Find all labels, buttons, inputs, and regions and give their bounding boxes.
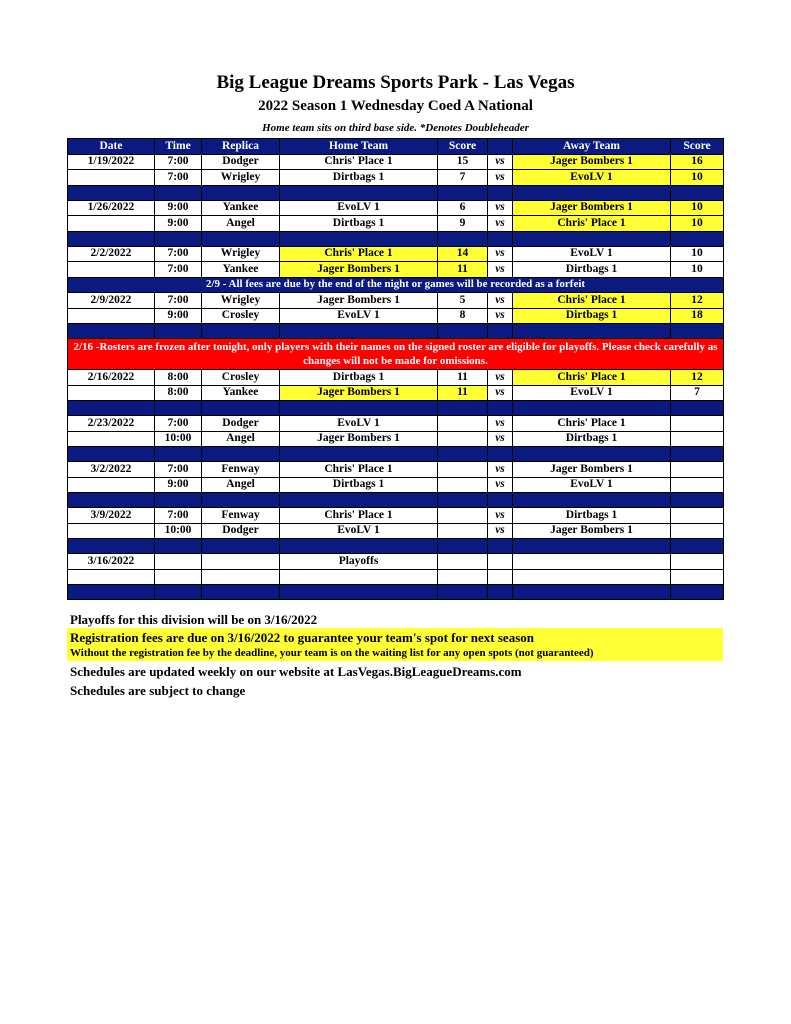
separator-row xyxy=(68,539,724,554)
separator-cell xyxy=(671,493,724,508)
away-team-cell: EvoLV 1 xyxy=(513,477,671,493)
home-score-cell: 7 xyxy=(438,170,488,186)
away-team-cell: Jager Bombers 1 xyxy=(513,462,671,478)
home-score-cell: 8 xyxy=(438,308,488,324)
separator-cell xyxy=(488,585,513,600)
date-cell xyxy=(68,523,155,539)
vs-cell: vs xyxy=(488,200,513,216)
separator-cell xyxy=(155,324,202,339)
replica-cell: Wrigley xyxy=(202,170,280,186)
game-row xyxy=(68,200,724,216)
separator-cell xyxy=(202,493,280,508)
time-cell: 8:00 xyxy=(155,385,202,401)
separator-row xyxy=(68,401,724,416)
game-row xyxy=(68,462,724,478)
date-cell xyxy=(68,431,155,447)
vs-cell: vs xyxy=(488,308,513,324)
vs-cell: vs xyxy=(488,385,513,401)
separator-cell xyxy=(488,539,513,554)
col-home-score-header: Score xyxy=(438,139,488,155)
col-away-score-header: Score xyxy=(671,139,724,155)
separator-cell xyxy=(488,185,513,200)
playoffs-date-text: Playoffs for this division will be on 3/16/2022 xyxy=(70,612,318,627)
fees-notice-row xyxy=(68,277,724,293)
table-header-row xyxy=(68,139,724,155)
separator-cell xyxy=(155,447,202,462)
vs-cell xyxy=(488,569,513,585)
home-score-cell: 15 xyxy=(438,154,488,170)
vs-cell: vs xyxy=(488,246,513,262)
away-score-cell xyxy=(671,431,724,447)
separator-cell xyxy=(155,493,202,508)
time-cell: 10:00 xyxy=(155,431,202,447)
away-score-cell: 10 xyxy=(671,216,724,232)
time-cell: 7:00 xyxy=(155,154,202,170)
separator-cell xyxy=(68,539,155,554)
replica-cell: Fenway xyxy=(202,508,280,524)
separator-row xyxy=(68,447,724,462)
col-replica-header: Replica xyxy=(202,139,280,155)
home-team-cell: Jager Bombers 1 xyxy=(280,385,438,401)
separator-cell xyxy=(513,231,671,246)
separator-cell xyxy=(438,185,488,200)
separator-cell xyxy=(438,585,488,600)
time-cell: 7:00 xyxy=(155,462,202,478)
separator-cell xyxy=(280,493,438,508)
separator-cell xyxy=(280,585,438,600)
away-team-cell: Jager Bombers 1 xyxy=(513,200,671,216)
waiting-list-text: Without the registration fee by the deadline, your team is on the waiting list for any open spots (not guaranteed) xyxy=(70,647,594,659)
separator-cell xyxy=(438,447,488,462)
separator-cell xyxy=(155,185,202,200)
separator-cell xyxy=(280,185,438,200)
time-cell: 8:00 xyxy=(155,370,202,386)
separator-row xyxy=(68,585,724,600)
home-score-cell xyxy=(438,554,488,570)
home-score-cell: 11 xyxy=(438,370,488,386)
separator-cell xyxy=(671,401,724,416)
away-team-cell: EvoLV 1 xyxy=(513,170,671,186)
date-cell: 3/9/2022 xyxy=(68,508,155,524)
home-score-cell xyxy=(438,462,488,478)
vs-cell: vs xyxy=(488,462,513,478)
separator-cell xyxy=(513,324,671,339)
away-score-cell xyxy=(671,523,724,539)
separator-cell xyxy=(513,539,671,554)
roster-alert-row xyxy=(68,339,724,370)
col-vs-header xyxy=(488,139,513,155)
separator-cell xyxy=(202,585,280,600)
game-row xyxy=(68,554,724,570)
page-subtitle: 2022 Season 1 Wednesday Coed A National xyxy=(258,98,533,114)
replica-cell: Fenway xyxy=(202,462,280,478)
game-row xyxy=(68,416,724,432)
away-score-cell: 10 xyxy=(671,170,724,186)
vs-cell: vs xyxy=(488,508,513,524)
date-cell xyxy=(68,262,155,278)
schedule-table xyxy=(67,138,724,600)
separator-cell xyxy=(671,185,724,200)
replica-cell: Wrigley xyxy=(202,293,280,309)
vs-cell: vs xyxy=(488,170,513,186)
home-score-cell xyxy=(438,416,488,432)
game-row xyxy=(68,262,724,278)
home-team-cell: Playoffs xyxy=(280,554,438,570)
col-away-team-header: Away Team xyxy=(513,139,671,155)
away-team-cell xyxy=(513,569,671,585)
away-score-cell xyxy=(671,569,724,585)
registration-text: Registration fees are due on 3/16/2022 to guarantee your team's spot for next season xyxy=(70,630,534,645)
game-row xyxy=(68,308,724,324)
game-row xyxy=(68,216,724,232)
away-score-cell xyxy=(671,416,724,432)
date-cell: 2/16/2022 xyxy=(68,370,155,386)
replica-cell: Wrigley xyxy=(202,246,280,262)
website-text: Schedules are updated weekly on our website at LasVegas.BigLeagueDreams.com xyxy=(70,664,522,679)
separator-cell xyxy=(202,539,280,554)
away-score-cell xyxy=(671,508,724,524)
away-score-cell: 10 xyxy=(671,200,724,216)
time-cell xyxy=(155,554,202,570)
time-cell: 10:00 xyxy=(155,523,202,539)
separator-cell xyxy=(488,447,513,462)
away-team-cell: Jager Bombers 1 xyxy=(513,523,671,539)
separator-cell xyxy=(68,324,155,339)
separator-cell xyxy=(438,231,488,246)
away-team-cell: Jager Bombers 1 xyxy=(513,154,671,170)
separator-cell xyxy=(513,401,671,416)
date-cell: 3/16/2022 xyxy=(68,554,155,570)
time-cell: 7:00 xyxy=(155,170,202,186)
date-cell: 1/19/2022 xyxy=(68,154,155,170)
schedule-body xyxy=(68,154,724,600)
time-cell: 9:00 xyxy=(155,477,202,493)
home-team-cell: Chris' Place 1 xyxy=(280,246,438,262)
col-home-team-header: Home Team xyxy=(280,139,438,155)
home-score-cell xyxy=(438,523,488,539)
time-cell: 7:00 xyxy=(155,262,202,278)
home-score-cell xyxy=(438,477,488,493)
game-row xyxy=(68,431,724,447)
time-cell: 7:00 xyxy=(155,246,202,262)
separator-cell xyxy=(671,539,724,554)
date-cell: 1/26/2022 xyxy=(68,200,155,216)
home-team-cell: Chris' Place 1 xyxy=(280,462,438,478)
separator-cell xyxy=(155,231,202,246)
subject-to-change-text: Schedules are subject to change xyxy=(70,683,246,698)
away-score-cell: 7 xyxy=(671,385,724,401)
home-team-cell: Dirtbags 1 xyxy=(280,477,438,493)
page-title: Big League Dreams Sports Park - Las Vegas xyxy=(216,72,575,93)
separator-cell xyxy=(280,231,438,246)
away-team-cell: Chris' Place 1 xyxy=(513,216,671,232)
col-date-header: Date xyxy=(68,139,155,155)
away-team-cell: Dirtbags 1 xyxy=(513,431,671,447)
away-team-cell: EvoLV 1 xyxy=(513,246,671,262)
separator-row xyxy=(68,185,724,200)
away-team-cell: EvoLV 1 xyxy=(513,385,671,401)
separator-cell xyxy=(68,401,155,416)
replica-cell: Crosley xyxy=(202,370,280,386)
separator-cell xyxy=(488,401,513,416)
date-cell xyxy=(68,385,155,401)
separator-cell xyxy=(438,324,488,339)
vs-cell: vs xyxy=(488,154,513,170)
time-cell: 7:00 xyxy=(155,508,202,524)
home-score-cell xyxy=(438,569,488,585)
home-score-cell: 14 xyxy=(438,246,488,262)
time-cell: 9:00 xyxy=(155,308,202,324)
separator-cell xyxy=(513,493,671,508)
replica-cell: Crosley xyxy=(202,308,280,324)
date-cell: 2/9/2022 xyxy=(68,293,155,309)
game-row xyxy=(68,523,724,539)
replica-cell: Dodger xyxy=(202,523,280,539)
away-score-cell: 16 xyxy=(671,154,724,170)
game-row xyxy=(68,508,724,524)
vs-cell: vs xyxy=(488,216,513,232)
separator-cell xyxy=(155,585,202,600)
time-cell: 9:00 xyxy=(155,200,202,216)
vs-cell: vs xyxy=(488,431,513,447)
date-cell xyxy=(68,308,155,324)
separator-cell xyxy=(280,401,438,416)
separator-cell xyxy=(68,185,155,200)
separator-cell xyxy=(513,185,671,200)
separator-cell xyxy=(68,447,155,462)
home-team-cell: Jager Bombers 1 xyxy=(280,262,438,278)
date-cell xyxy=(68,569,155,585)
replica-cell: Yankee xyxy=(202,262,280,278)
separator-cell xyxy=(488,493,513,508)
home-team-cell: Dirtbags 1 xyxy=(280,370,438,386)
away-score-cell: 10 xyxy=(671,246,724,262)
fees-notice-text: 2/9 - All fees are due by the end of the night or games will be recorded as a forfeit xyxy=(68,277,724,293)
separator-cell xyxy=(488,231,513,246)
separator-cell xyxy=(513,447,671,462)
separator-cell xyxy=(438,493,488,508)
away-score-cell xyxy=(671,462,724,478)
col-time-header: Time xyxy=(155,139,202,155)
away-team-cell: Dirtbags 1 xyxy=(513,262,671,278)
time-cell: 7:00 xyxy=(155,416,202,432)
away-team-cell: Dirtbags 1 xyxy=(513,308,671,324)
away-score-cell xyxy=(671,477,724,493)
home-team-cell: EvoLV 1 xyxy=(280,523,438,539)
replica-cell: Dodger xyxy=(202,154,280,170)
vs-cell: vs xyxy=(488,370,513,386)
home-team-cell: EvoLV 1 xyxy=(280,308,438,324)
separator-cell xyxy=(280,539,438,554)
away-score-cell: 12 xyxy=(671,370,724,386)
game-row xyxy=(68,370,724,386)
separator-cell xyxy=(280,447,438,462)
home-score-cell: 9 xyxy=(438,216,488,232)
home-team-cell: Jager Bombers 1 xyxy=(280,431,438,447)
separator-cell xyxy=(155,401,202,416)
vs-cell: vs xyxy=(488,262,513,278)
away-team-cell: Dirtbags 1 xyxy=(513,508,671,524)
separator-cell xyxy=(671,447,724,462)
replica-cell xyxy=(202,554,280,570)
home-team-cell: Dirtbags 1 xyxy=(280,216,438,232)
date-cell xyxy=(68,477,155,493)
separator-cell xyxy=(68,493,155,508)
replica-cell xyxy=(202,569,280,585)
replica-cell: Yankee xyxy=(202,385,280,401)
away-team-cell: Chris' Place 1 xyxy=(513,293,671,309)
separator-cell xyxy=(438,401,488,416)
separator-row xyxy=(68,493,724,508)
date-cell: 2/23/2022 xyxy=(68,416,155,432)
home-score-cell xyxy=(438,508,488,524)
away-score-cell xyxy=(671,554,724,570)
separator-cell xyxy=(155,539,202,554)
time-cell: 9:00 xyxy=(155,216,202,232)
game-row xyxy=(68,477,724,493)
away-score-cell: 12 xyxy=(671,293,724,309)
home-team-cell: Chris' Place 1 xyxy=(280,508,438,524)
separator-cell xyxy=(488,324,513,339)
time-cell: 7:00 xyxy=(155,293,202,309)
vs-cell: vs xyxy=(488,293,513,309)
game-row xyxy=(68,569,724,585)
separator-cell xyxy=(202,447,280,462)
date-cell xyxy=(68,170,155,186)
game-row xyxy=(68,385,724,401)
separator-cell xyxy=(68,585,155,600)
replica-cell: Angel xyxy=(202,216,280,232)
date-cell: 2/2/2022 xyxy=(68,246,155,262)
game-row xyxy=(68,170,724,186)
separator-cell xyxy=(280,324,438,339)
date-cell: 3/2/2022 xyxy=(68,462,155,478)
away-score-cell: 18 xyxy=(671,308,724,324)
separator-cell xyxy=(202,324,280,339)
replica-cell: Angel xyxy=(202,431,280,447)
home-team-cell xyxy=(280,569,438,585)
home-team-cell: Chris' Place 1 xyxy=(280,154,438,170)
vs-cell: vs xyxy=(488,477,513,493)
vs-cell: vs xyxy=(488,523,513,539)
vs-cell xyxy=(488,554,513,570)
home-score-cell: 5 xyxy=(438,293,488,309)
home-team-cell: EvoLV 1 xyxy=(280,416,438,432)
replica-cell: Yankee xyxy=(202,200,280,216)
away-team-cell: Chris' Place 1 xyxy=(513,370,671,386)
home-team-cell: EvoLV 1 xyxy=(280,200,438,216)
separator-cell xyxy=(671,324,724,339)
separator-cell xyxy=(68,231,155,246)
separator-cell xyxy=(671,231,724,246)
vs-cell: vs xyxy=(488,416,513,432)
away-team-cell xyxy=(513,554,671,570)
away-team-cell: Chris' Place 1 xyxy=(513,416,671,432)
separator-cell xyxy=(438,539,488,554)
home-score-cell xyxy=(438,431,488,447)
separator-row xyxy=(68,231,724,246)
home-score-cell: 6 xyxy=(438,200,488,216)
separator-cell xyxy=(202,185,280,200)
game-row xyxy=(68,293,724,309)
replica-cell: Angel xyxy=(202,477,280,493)
home-team-cell: Dirtbags 1 xyxy=(280,170,438,186)
home-team-note: Home team sits on third base side. *Denotes Doubleheader xyxy=(262,122,529,134)
roster-alert-text: 2/16 -Rosters are frozen after tonight, only players with their names on the signed roster are eligible for playoffs. Please check carefully as changes will not be made for omissions. xyxy=(68,339,724,370)
separator-cell xyxy=(202,231,280,246)
separator-cell xyxy=(513,585,671,600)
home-team-cell: Jager Bombers 1 xyxy=(280,293,438,309)
home-score-cell: 11 xyxy=(438,385,488,401)
separator-cell xyxy=(671,585,724,600)
home-score-cell: 11 xyxy=(438,262,488,278)
separator-cell xyxy=(202,401,280,416)
away-score-cell: 10 xyxy=(671,262,724,278)
replica-cell: Dodger xyxy=(202,416,280,432)
game-row xyxy=(68,246,724,262)
game-row xyxy=(68,154,724,170)
separator-row xyxy=(68,324,724,339)
time-cell xyxy=(155,569,202,585)
date-cell xyxy=(68,216,155,232)
